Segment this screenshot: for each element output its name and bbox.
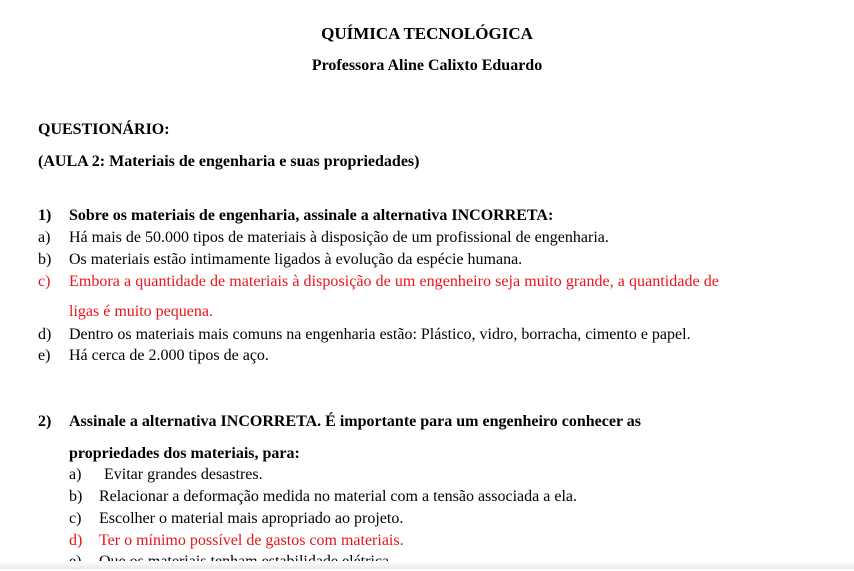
q1-option-d-letter: d) [38,326,52,343]
q2-option-a-text: Evitar grandes desastres. [104,466,263,483]
question-2-prompt: Assinale a alternativa INCORRETA. É importante para um engenheiro conhecer as [69,413,641,430]
section-title: QUESTIONÁRIO: [38,121,170,138]
q1-option-b-text: Os materiais estão intimamente ligados à evolução da espécie humana. [69,251,523,268]
q2-option-c-letter: c) [69,510,82,527]
section-subtitle: (AULA 2: Materiais de engenharia e suas propriedades) [38,153,420,170]
page-edge-shadow [0,561,854,569]
q2-option-d-text: Ter o mínimo possível de gastos com materiais. [99,532,404,549]
q2-option-c-text: Escolher o material mais apropriado ao projeto. [99,510,404,527]
q1-option-c-letter: c) [38,273,51,290]
q1-option-b-letter: b) [38,251,52,268]
q1-option-a-letter: a) [38,229,51,246]
q1-option-c-text-continuation: ligas é muito pequena. [69,303,213,320]
q1-option-e-letter: e) [38,347,51,364]
professor-name: Professora Aline Calixto Eduardo [311,57,543,74]
q1-option-a-text: Há mais de 50.000 tipos de materiais à disposição de um profissional de engenharia. [69,229,609,246]
question-2-number: 2) [38,413,52,430]
q1-option-e-text: Há cerca de 2.000 tipos de aço. [69,347,269,364]
q2-option-b-letter: b) [69,488,83,505]
q1-option-d-text: Dentro os materiais mais comuns na engenharia estão: Plástico, vidro, borracha, cimento e papel. [69,326,691,343]
q2-option-b-text: Relacionar a deformação medida no material com a tensão associada a ela. [99,488,577,505]
question-1-prompt: Sobre os materiais de engenharia, assinale a alternativa INCORRETA: [69,207,554,224]
q2-option-a-letter: a) [69,466,82,483]
question-2-prompt-continuation: propriedades dos materiais, para: [69,445,300,462]
question-1-number: 1) [38,207,52,224]
q2-option-d-letter: d) [69,532,83,549]
q1-option-c-text: Embora a quantidade de materiais à disposição de um engenheiro seja muito grande, a quantidade de [69,273,719,290]
course-title: QUÍMICA TECNOLÓGICA [321,24,533,43]
